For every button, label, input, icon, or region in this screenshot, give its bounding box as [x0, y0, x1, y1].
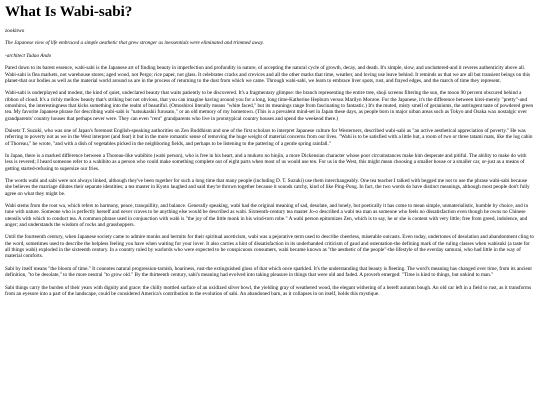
body-paragraph: In Japan, there is a marked difference between a Thoreau-like wabibito (wabi person), who is free in his heart, and a mukoto no hinjin, a more Dickensian character whose poor circumstances make him desperate and pitiful. The ability to make do with less is revered; I heard someone refer to a wabibito as a person who could make something complete out of eight parts when most of us would use ten. For us in the West, this might mean choosing a smaller house or a smaller car, or-just as a means of getting started-refusing to supersize our fries. [5, 153, 527, 172]
body-paragraph: Wabi stems from the root wa, which refers to harmony, peace, tranquillity, and balance. Generally speaking, wabi had the original meaning of sad, desolate, and lonely, but poetically it has come to mean simple, unmaterialistic, humble by choice, and in tune with nature. Someone who is perfectly herself and never craves to be anything else would be described as wabi. Sixteenth-century tea master Jo-o described a wabi tea man as someone who feels no dissatisfaction even though he owns no Chinese utensils with which to conduct tea. A common phrase used in conjunction with wabi is "the joy of the little monk in his wind-torn robe." A wabi person epitomizes Zen, which is to say, he or she is content with very little; free from greed, indolence, and anger; and understands the wisdom of rocks and grasshoppers. [5, 203, 529, 229]
epigraph-attribution: -architect Tadao Ando [5, 52, 52, 59]
body-paragraph: Daisetz T. Suzuki, who was one of Japan's foremost English-speaking authorities on Zen Buddhism and one of the first scholars to interpret Japanese culture for Westerners, described wabi-sabi as "an active aesthetical appreciation of poverty." He was referring to poverty not as we in the West interpret (and fear) it but in the more romantic sense of removing the huge weight of material concerns from our lives. "Wabi is to be satisfied with a little hut, a room of two or three tatami mats, like the log cabin of Thoreau," he wrote, "and with a dish of vegetables picked in the neighboring fields, and perhaps to be listening to the pattering of a gentle spring rainfall." [5, 127, 533, 147]
body-paragraph: Wabi-sabi is underplayed and modest, the kind of quiet, undeclared beauty that waits patiently to be discovered. It's a fragmentary glimpse: the branch representing the entire tree, shoji screens filtering the sun, the moon 90 percent obscured behind a ribbon of cloud. It's a richly mellow beauty that's striking but not obvious, that you can imagine having around you for a long, long time-Katherine Hepburn versus Marilyn Monroe. For the Japanese, it's the difference between kirei-merely "pretty"-and omoshiroi, the interestingness that kicks something into the realm of beautiful. (Omoshiroi literally means "white faced," but its meanings range from fascinating to fantastic.) It's the muted, misty smell of geraniums, the astringent taste of powdered green tea. My favorite Japanese phrase for describing wabi-sabi is "natsukashii furusato," or an old memory of my hometown. (This is a prevalent mind-set in Japan these days, as people born in major urban areas such as Tokyo and Osaka wax nostalgic over grandparents' country houses that perhaps never were. They can even "rent" grandparents who live in prototypical country houses and spend the weekend there.) [5, 90, 534, 122]
author-name: zookitwo [5, 28, 25, 34]
page-title: What Is Wabi-sabi? [5, 4, 133, 20]
body-paragraph: Pared down to its barest essence, wabi-sabi is the Japanese art of finding beauty in imperfection and profundity in nature, of accepting the natural cycle of growth, decay, and death. It's simple, slow, and uncluttered-and it reveres authenticity above all. Wabi-sabi is flea markets, not warehouse stores; aged wood, not Pergo; rice paper, not glass. It celebrates cracks and crevices and all the other marks that time, weather, and loving use leave behind. It reminds us that we are all but transient beings on this planet-that our bodies as well as the material world around us are in the process of returning to the dust from which we came. Through wabi-sabi, we learn to embrace liver spots, rust, and frayed edges, and the march of time they represent. [5, 65, 531, 84]
epigraph-quote: The Japanese view of life embraced a simple aesthetic that grew stronger as inessentials were eliminated and trimmed away. [5, 40, 264, 47]
body-paragraph: Sabi things carry the burden of their years with dignity and grace: the chilly mottled surface of an oxidized silver bowl, the yielding gray of weathered wood, the elegant withering of a bereft autumn bough. An old car left in a field to rust, as it transforms from an eyesore into a part of the landscape, could be considered America's contribution to the evolution of sabi. An abandoned barn, as it collapses in on itself, holds this mystique. [5, 284, 532, 297]
body-paragraph: Sabi by itself means "the bloom of time." It connotes natural progression-tarnish, hoariness, rust-the extinguished gloss of that which once sparkled. It's the understanding that beauty is fleeting. The word's meaning has changed over time, from its ancient definition, "to be desolate," to the more neutral "to grow old." By the thirteenth century, sabi's meaning had evolved into taking pleasure in things that were old and faded. A proverb emerged: "Time is kind to things, but unkind to man." [5, 265, 532, 279]
body-paragraph: The words wabi and sabi were not always linked, although they've been together for such a long time that many people (including D. T. Suzuki) use them interchangeably. One tea teacher I talked with begged me not to use the phrase wabi-sabi because she believes the marriage dilutes their separate identities; a tea master in Kyoto laughed and said they're thrown together because it sounds catchy, kind of like Ping-Pong. In fact, the two words do have distinct meanings, although most people don't fully agree on what they might be. [5, 178, 530, 197]
body-paragraph: Until the fourteenth century, when Japanese society came to admire monks and hermits for their spiritual asceticism, wabi was a pejorative term used to describe cheerless, miserable outcasts. Even today, undertones of desolation and abandonment cling to the word, sometimes used to describe the helpless feeling you have when waiting for your lover. It also carries a hint of dissatisfaction in its underhanded criticism of gaud and ostentation-the defining mark of the ruling classes when wabisuki (a taste for all things wabi) exploded in the sixteenth century. In a country ruled by warlords who were expected to be conspicuous consumers, wabi became known as "the aesthetic of the people"-the lifestyle of the everday samurai, who had little in the way of material comforts. [5, 234, 535, 260]
